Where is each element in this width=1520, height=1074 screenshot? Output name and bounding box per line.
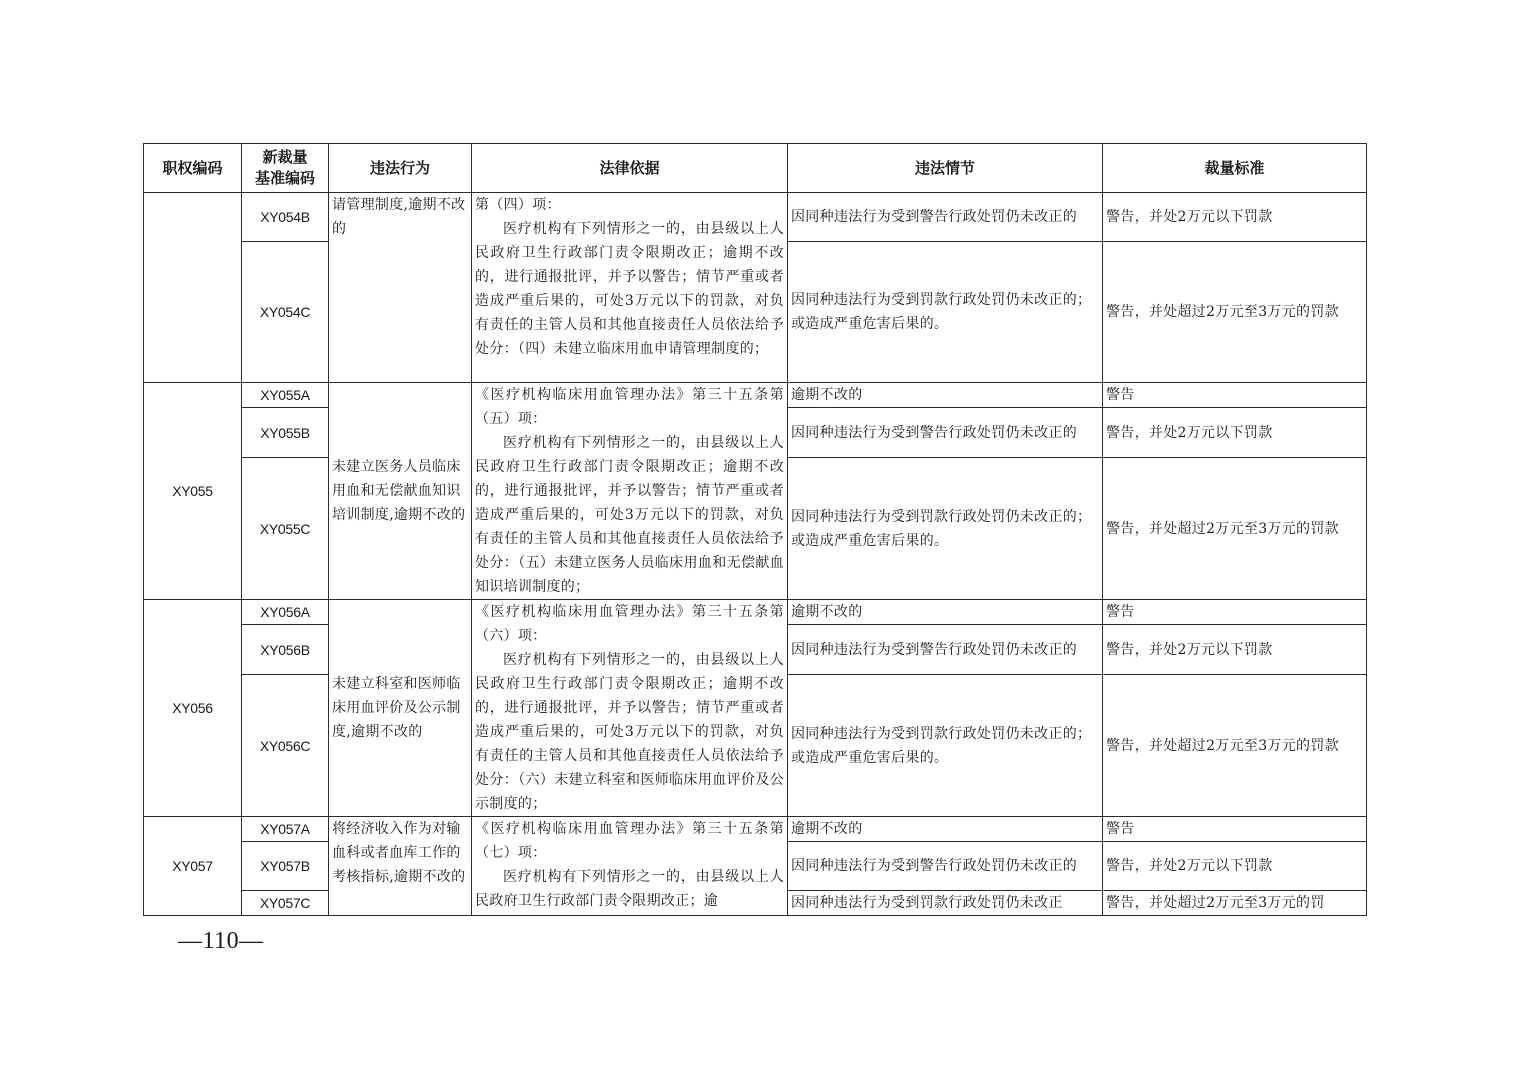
fact-cell: 因同种违法行为受到警告行政处罚仍未改正的	[788, 193, 1103, 242]
code-cell: XY057	[144, 817, 242, 916]
subcode-cell: XY056C	[242, 675, 329, 817]
fact-cell: 因同种违法行为受到警告行政处罚仍未改正的	[788, 408, 1103, 458]
subcode-cell: XY055B	[242, 408, 329, 458]
code-cell: XY055	[144, 383, 242, 600]
standard-cell: 警告	[1103, 817, 1367, 842]
subcode-cell: XY055A	[242, 383, 329, 408]
table-row	[144, 383, 1367, 408]
law-cell	[472, 193, 788, 383]
standard-cell: 警告	[1103, 600, 1367, 625]
subcode-cell: XY056B	[242, 625, 329, 675]
law-body: 医疗机构有下列情形之一的，由县级以上人民政府卫生行政部门责令限期改正；逾期不改的，进行通报批评，并予以警告；情节严重或者造成严重后果的，可处3万元以下的罚款，对负有责任的主管人员和其他直接责任人员依法给予处分：（六）未建立科室和医师临床用血评价及公示制度的；	[475, 652, 784, 812]
standard-cell: 警告，并处2万元以下罚款	[1103, 842, 1367, 891]
law-head: 《医疗机构临床用血管理办法》第三十五条第（五）项：	[475, 387, 784, 427]
law-body: 医疗机构有下列情形之一的，由县级以上人民政府卫生行政部门责令限期改正；逾	[475, 869, 784, 909]
penalty-standards-table	[143, 143, 1367, 916]
header-act: 违法行为	[329, 144, 472, 193]
header-code: 职权编码	[144, 144, 242, 193]
law-cell	[472, 600, 788, 817]
subcode-cell: XY056A	[242, 600, 329, 625]
header-subcode	[242, 144, 329, 193]
law-body: 医疗机构有下列情形之一的，由县级以上人民政府卫生行政部门责令限期改正；逾期不改的，进行通报批评，并予以警告；情节严重或者造成严重后果的，可处3万元以下的罚款，对负有责任的主管人员和其他直接责任人员依法给予处分：（五）未建立医务人员临床用血和无偿献血知识培训制度的；	[475, 435, 784, 595]
fact-cell: 逾期不改的	[788, 383, 1103, 408]
act-cell: 未建立科室和医师临床用血评价及公示制度,逾期不改的	[329, 600, 472, 817]
standard-cell: 警告，并处2万元以下罚款	[1103, 408, 1367, 458]
law-head: 《医疗机构临床用血管理办法》第三十五条第（七）项：	[475, 821, 784, 861]
fact-cell: 因同种违法行为受到警告行政处罚仍未改正的	[788, 625, 1103, 675]
subcode-cell: XY055C	[242, 458, 329, 600]
header-law: 法律依据	[472, 144, 788, 193]
standard-cell: 警告，并处2万元以下罚款	[1103, 193, 1367, 242]
act-cell: 请管理制度,逾期不改的	[329, 193, 472, 383]
standard-cell: 警告，并处2万元以下罚款	[1103, 625, 1367, 675]
fact-cell: 逾期不改的	[788, 817, 1103, 842]
header-standard: 裁量标准	[1103, 144, 1367, 193]
law-body: 医疗机构有下列情形之一的，由县级以上人民政府卫生行政部门责令限期改正；逾期不改的，进行通报批评，并予以警告；情节严重或者造成严重后果的，可处3万元以下的罚款，对负有责任的主管人员和其他直接责任人员依法给予处分：（四）未建立临床用血申请管理制度的；	[475, 221, 784, 357]
subcode-cell: XY057C	[242, 891, 329, 916]
standard-cell: 警告，并处超过2万元至3万元的罚款	[1103, 675, 1367, 817]
header-row	[144, 144, 1367, 193]
page-number: —110—	[178, 928, 264, 954]
header-subcode-text: 新裁量 基准编码	[254, 148, 315, 187]
code-cell: XY056	[144, 600, 242, 817]
act-cell: 未建立医务人员临床用血和无偿献血知识培训制度,逾期不改的	[329, 383, 472, 600]
law-head: 《医疗机构临床用血管理办法》第三十五条第（六）项：	[475, 604, 784, 644]
subcode-cell: XY054B	[242, 193, 329, 242]
subcode-cell: XY057A	[242, 817, 329, 842]
subcode-cell: XY057B	[242, 842, 329, 891]
fact-cell: 因同种违法行为受到罚款行政处罚仍未改正的；或造成严重危害后果的。	[788, 675, 1103, 817]
header-fact: 违法情节	[788, 144, 1103, 193]
fact-cell: 因同种违法行为受到罚款行政处罚仍未改正的；或造成严重危害后果的。	[788, 458, 1103, 600]
law-cell	[472, 383, 788, 600]
subcode-cell: XY054C	[242, 242, 329, 383]
code-cell-empty	[144, 193, 242, 383]
law-head: 第（四）项：	[475, 197, 561, 213]
fact-cell: 因同种违法行为受到警告行政处罚仍未改正的	[788, 842, 1103, 891]
table-row	[144, 193, 1367, 242]
fact-cell: 因同种违法行为受到罚款行政处罚仍未改正的；或造成严重危害后果的。	[788, 242, 1103, 383]
table-row	[144, 600, 1367, 625]
law-cell	[472, 817, 788, 916]
fact-cell: 逾期不改的	[788, 600, 1103, 625]
standard-cell: 警告，并处超过2万元至3万元的罚款	[1103, 242, 1367, 383]
standard-cell: 警告，并处超过2万元至3万元的罚款	[1103, 458, 1367, 600]
standard-cell: 警告，并处超过2万元至3万元的罚	[1103, 891, 1367, 916]
table-row	[144, 817, 1367, 842]
standard-cell: 警告	[1103, 383, 1367, 408]
act-cell: 将经济收入作为对输血科或者血库工作的考核指标,逾期不改的	[329, 817, 472, 916]
fact-cell: 因同种违法行为受到罚款行政处罚仍未改正	[788, 891, 1103, 916]
